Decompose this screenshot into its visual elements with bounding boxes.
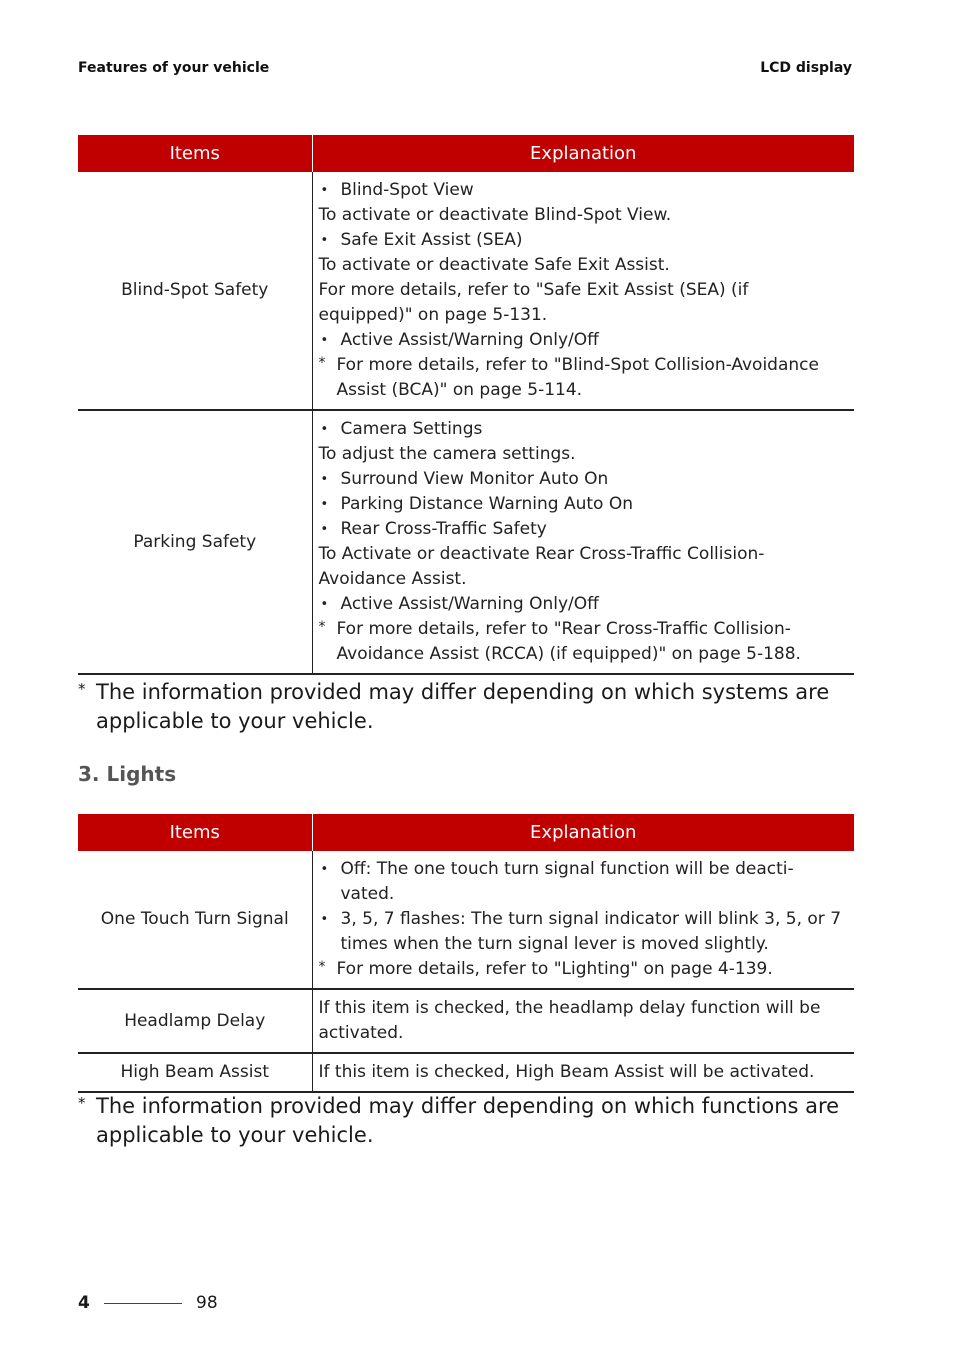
table-row bbox=[78, 851, 854, 989]
explanation-cell bbox=[312, 989, 854, 1053]
bullet-line: • Parking Distance Warning Auto On bbox=[319, 492, 847, 517]
item-cell: One Touch Turn Signal bbox=[78, 851, 312, 989]
footer-divider bbox=[104, 1303, 182, 1304]
page-number: 98 bbox=[196, 1293, 218, 1313]
table-row bbox=[78, 172, 854, 410]
text-line: To adjust the camera settings. bbox=[318, 444, 576, 464]
text-line: For more details, refer to "Safe Exit Assist (SEA) (if equipped)" on page 5-131. bbox=[318, 280, 749, 325]
explanation-cell bbox=[312, 410, 854, 674]
bullet-line: • Off: The one touch turn signal function will be deacti-vated. bbox=[319, 857, 847, 907]
table-row bbox=[78, 1053, 854, 1092]
lights-settings-table bbox=[78, 814, 854, 1093]
column-header-explanation: Explanation bbox=[312, 135, 854, 172]
item-cell: High Beam Assist bbox=[78, 1053, 312, 1092]
text-line: If this item is checked, the headlamp delay function will be activated. bbox=[318, 998, 821, 1043]
note-text: The information provided may differ depending on which functions are applicable to your vehicle. bbox=[96, 1094, 840, 1147]
section-title: 3. Lights bbox=[78, 762, 177, 786]
text-line: To activate or deactivate Safe Exit Assist. bbox=[318, 255, 670, 275]
bullet-line: • Rear Cross-Traffic Safety bbox=[319, 517, 847, 542]
bullet-line: • Blind-Spot View bbox=[319, 178, 847, 203]
table-header-row bbox=[78, 135, 854, 172]
table-row bbox=[78, 410, 854, 674]
table-row bbox=[78, 989, 854, 1053]
asterisk-mark: * bbox=[78, 1094, 86, 1112]
text-line: To activate or deactivate Blind-Spot View. bbox=[318, 205, 672, 225]
systems-note bbox=[78, 678, 858, 736]
bullet-line: • Active Assist/Warning Only/Off bbox=[319, 328, 847, 353]
running-header-left: Features of your vehicle bbox=[78, 60, 270, 76]
explanation-cell bbox=[312, 1053, 854, 1092]
note-text: The information provided may differ depending on which systems are applicable to your vehicle. bbox=[96, 680, 830, 733]
asterisk-mark: * bbox=[78, 680, 86, 698]
safety-settings-table bbox=[78, 135, 854, 675]
chapter-number: 4 bbox=[78, 1293, 90, 1313]
footnote-line: * For more details, refer to "Rear Cross-Traffic Collision-Avoidance Assist (RCCA) (if equipped)" on page 5-188. bbox=[319, 617, 847, 667]
footnote-line: * For more details, refer to "Lighting" on page 4-139. bbox=[319, 957, 847, 982]
column-header-items: Items bbox=[78, 814, 312, 851]
explanation-cell bbox=[312, 851, 854, 989]
column-header-items: Items bbox=[78, 135, 312, 172]
bullet-line: • Surround View Monitor Auto On bbox=[319, 467, 847, 492]
item-cell: Parking Safety bbox=[78, 410, 312, 674]
item-cell: Headlamp Delay bbox=[78, 989, 312, 1053]
bullet-line: • Camera Settings bbox=[319, 417, 847, 442]
functions-note bbox=[78, 1092, 858, 1150]
bullet-line: • Safe Exit Assist (SEA) bbox=[319, 228, 847, 253]
explanation-cell bbox=[312, 172, 854, 410]
text-line: If this item is checked, High Beam Assist will be activated. bbox=[318, 1062, 815, 1082]
running-header-right: LCD display bbox=[760, 60, 852, 76]
item-cell: Blind-Spot Safety bbox=[78, 172, 312, 410]
bullet-line: • 3, 5, 7 flashes: The turn signal indicator will blink 3, 5, or 7 times when the turn signal lever is moved slightly. bbox=[319, 907, 847, 957]
footnote-line: * For more details, refer to "Blind-Spot Collision-Avoidance Assist (BCA)" on page 5-114. bbox=[319, 353, 847, 403]
bullet-line: • Active Assist/Warning Only/Off bbox=[319, 592, 847, 617]
column-header-explanation: Explanation bbox=[312, 814, 854, 851]
text-line: To Activate or deactivate Rear Cross-Traffic Collision-Avoidance Assist. bbox=[318, 544, 765, 589]
table-header-row bbox=[78, 814, 854, 851]
